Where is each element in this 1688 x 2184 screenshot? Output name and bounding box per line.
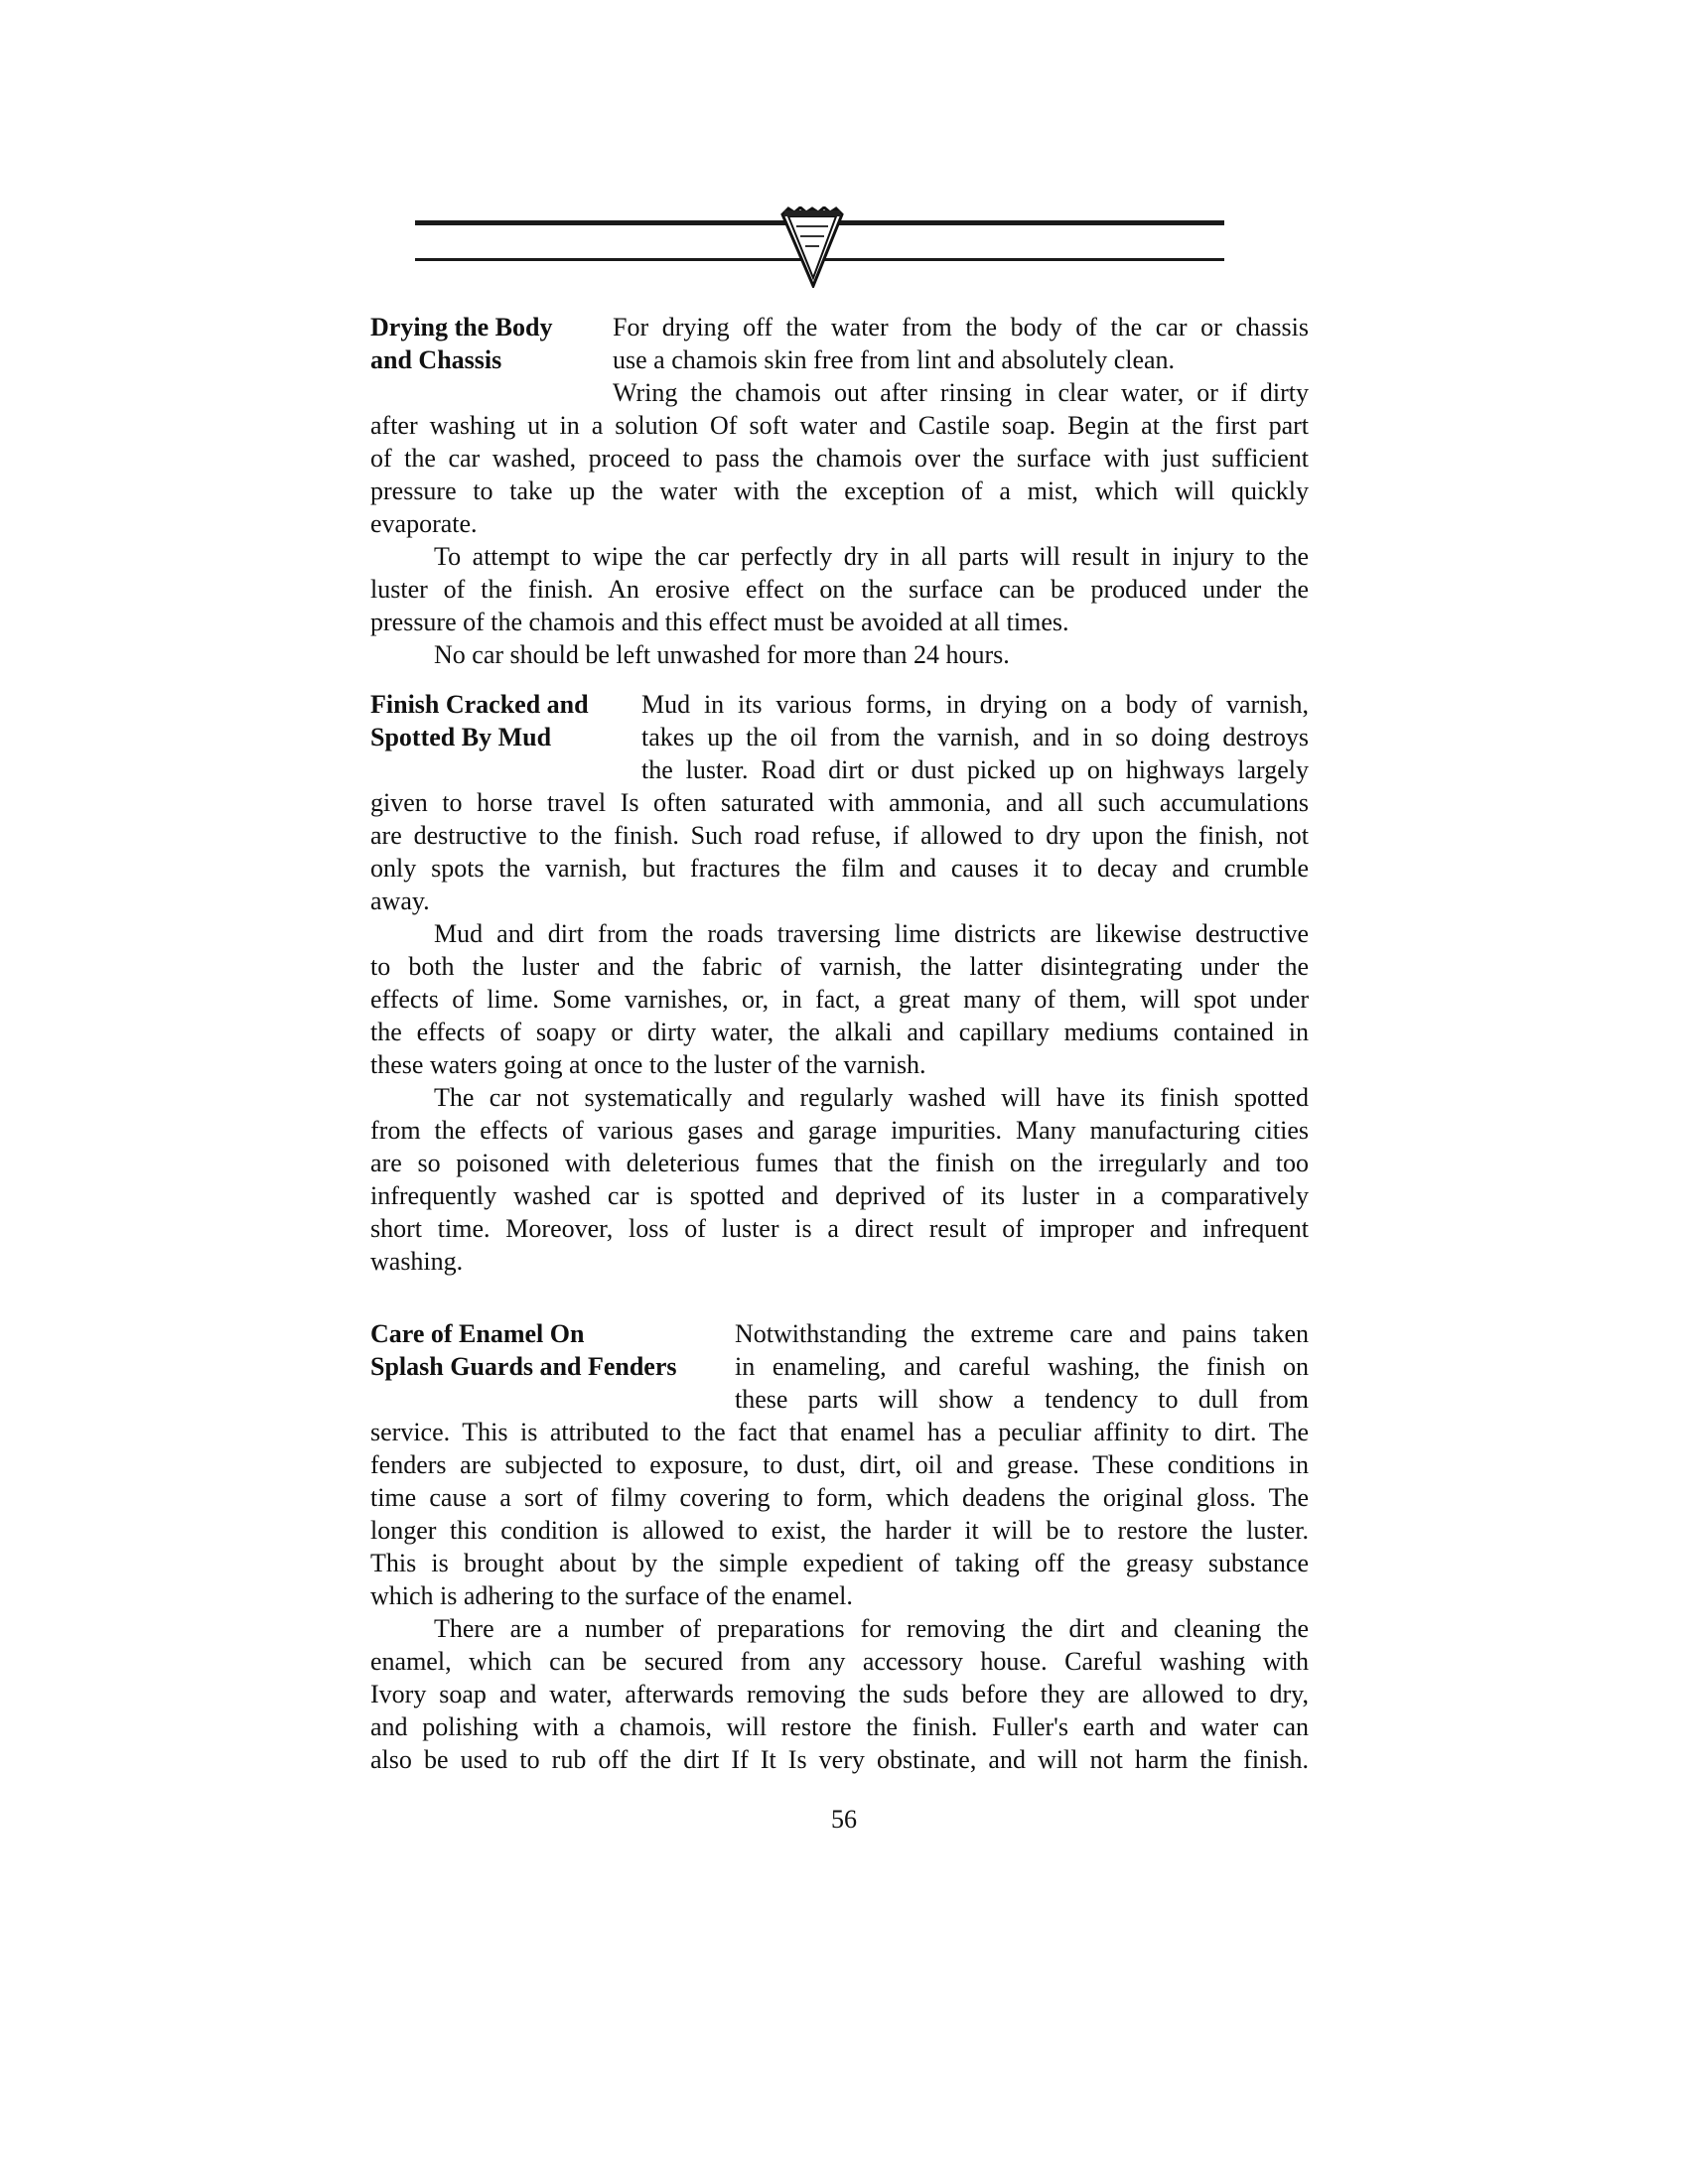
text-line: only spots the varnish, but fractures the film and causes it to decay and crumble: [370, 854, 1309, 883]
text-line: Mud and dirt from the roads traversing lime districts are likewise destructive: [434, 919, 1309, 948]
text-line: given to horse travel Is often saturated with ammonia, and all such accumulations: [370, 788, 1309, 817]
section-heading: [370, 1317, 676, 1383]
heading-line: Drying the Body: [370, 313, 553, 341]
text-line: Mud in its various forms, in drying on a body of varnish,: [641, 690, 1309, 719]
heading-line: and Chassis: [370, 345, 502, 374]
text-line: these waters going at once to the luster of the varnish.: [370, 1050, 926, 1079]
text-line: are so poisoned with deleterious fumes that the finish on the irregularly and too: [370, 1149, 1309, 1177]
text-line: There are a number of preparations for removing the dirt and cleaning the: [434, 1614, 1309, 1643]
text-line: of the car washed, proceed to pass the chamois over the surface with just sufficient: [370, 444, 1309, 473]
section: [370, 688, 1309, 1278]
section: [370, 311, 1309, 671]
text-line: which is adhering to the surface of the enamel.: [370, 1581, 853, 1610]
text-line: No car should be left unwashed for more than 24 hours.: [434, 640, 1010, 669]
text-line: and polishing with a chamois, will restore the finish. Fuller's earth and water can: [370, 1712, 1309, 1741]
text-line: enamel, which can be secured from any accessory house. Careful washing with: [370, 1647, 1309, 1676]
text-line: are destructive to the finish. Such road refuse, if allowed to dry upon the finish, not: [370, 821, 1309, 850]
page-number: 56: [831, 1805, 857, 1834]
text-line: short time. Moreover, loss of luster is a direct result of improper and infrequent: [370, 1214, 1309, 1243]
text-line: time cause a sort of filmy covering to form, which deadens the original gloss. The: [370, 1483, 1309, 1512]
text-line: the luster. Road dirt or dust picked up on highways largely: [641, 755, 1309, 784]
section-heading: [370, 688, 589, 753]
hudson-emblem-icon: [780, 206, 844, 288]
text-line: takes up the oil from the varnish, and in so doing destroys: [641, 723, 1309, 751]
text-line: in enameling, and careful washing, the finish on: [735, 1352, 1309, 1381]
text-line: effects of lime. Some varnishes, or, in fact, a great many of them, will spot under: [370, 985, 1309, 1014]
text-line: This is brought about by the simple expedient of taking off the greasy substance: [370, 1549, 1309, 1577]
text-line: away.: [370, 887, 430, 915]
text-line: pressure of the chamois and this effect must be avoided at all times.: [370, 608, 1069, 636]
text-line: infrequently washed car is spotted and deprived of its luster in a comparatively: [370, 1181, 1309, 1210]
text-line: washing.: [370, 1247, 464, 1276]
text-line: use a chamois skin free from lint and absolutely clean.: [613, 345, 1176, 374]
text-line: evaporate.: [370, 509, 478, 538]
section: [370, 1317, 1309, 1776]
text-line: from the effects of various gases and garage impurities. Many manufacturing cities: [370, 1116, 1309, 1145]
text-line: these parts will show a tendency to dull from: [735, 1385, 1309, 1414]
heading-line: Finish Cracked and: [370, 690, 589, 719]
text-line: fenders are subjected to exposure, to dust, dirt, oil and grease. These conditions in: [370, 1450, 1309, 1479]
heading-line: Care of Enamel On: [370, 1319, 585, 1348]
heading-line: Spotted By Mud: [370, 723, 552, 751]
text-line: Notwithstanding the extreme care and pains taken: [735, 1319, 1309, 1348]
text-line: To attempt to wipe the car perfectly dry in all parts will result in injury to the: [434, 542, 1309, 571]
text-line: the effects of soapy or dirty water, the alkali and capillary mediums contained in: [370, 1018, 1309, 1046]
section-heading: [370, 311, 552, 376]
text-line: luster of the finish. An erosive effect on the surface can be produced under the: [370, 575, 1309, 604]
text-line: also be used to rub off the dirt If It Is very obstinate, and will not harm the finish.: [370, 1745, 1309, 1774]
text-line: For drying off the water from the body of the car or chassis: [613, 313, 1309, 341]
text-line: Wring the chamois out after rinsing in clear water, or if dirty: [613, 378, 1309, 407]
text-line: longer this condition is allowed to exist, the harder it will be to restore the luster.: [370, 1516, 1309, 1545]
text-line: after washing ut in a solution Of soft water and Castile soap. Begin at the first part: [370, 411, 1309, 440]
text-line: service. This is attributed to the fact that enamel has a peculiar affinity to dirt. The: [370, 1418, 1309, 1446]
text-line: pressure to take up the water with the exception of a mist, which will quickly: [370, 477, 1309, 505]
text-line: Ivory soap and water, afterwards removing the suds before they are allowed to dry,: [370, 1680, 1309, 1708]
text-line: The car not systematically and regularly washed will have its finish spotted: [434, 1083, 1309, 1112]
heading-line: Splash Guards and Fenders: [370, 1352, 677, 1381]
text-line: to both the luster and the fabric of varnish, the latter disintegrating under the: [370, 952, 1309, 981]
